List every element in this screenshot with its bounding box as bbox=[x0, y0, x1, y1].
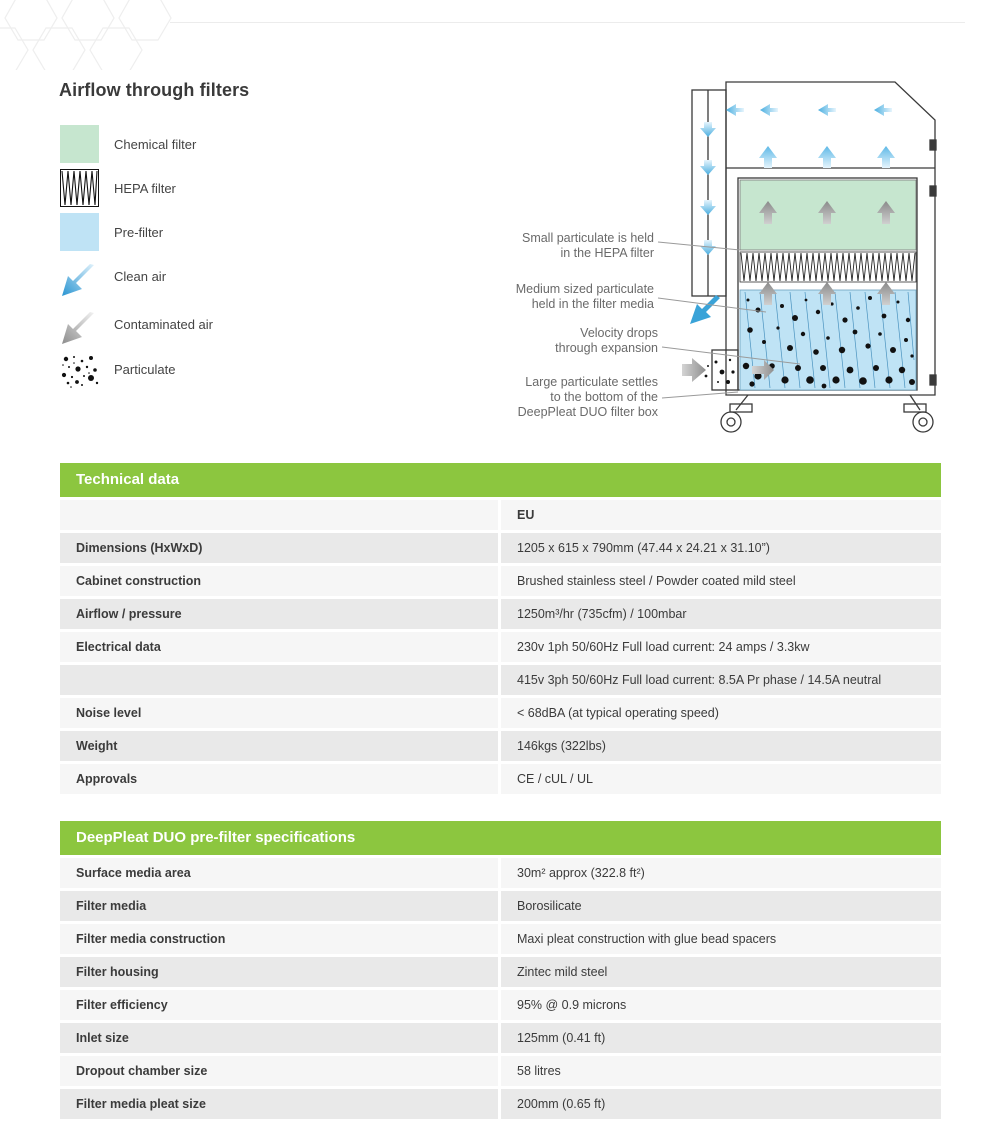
row-label bbox=[60, 665, 498, 695]
row-label: Approvals bbox=[60, 764, 498, 794]
table-row bbox=[60, 764, 941, 794]
row-label: Filter media construction bbox=[60, 924, 498, 954]
callout-settle: Large particulate settles to the bottom of the DeepPleat DUO filter box bbox=[517, 375, 658, 419]
row-label: Filter media bbox=[60, 891, 498, 921]
legend-label: Chemical filter bbox=[114, 137, 197, 152]
particulate-icon bbox=[60, 352, 99, 390]
hepa-filter-swatch bbox=[60, 169, 99, 207]
table-row bbox=[60, 500, 941, 530]
table-row bbox=[60, 858, 941, 888]
row-value: 95% @ 0.9 microns bbox=[501, 990, 941, 1020]
row-label: Surface media area bbox=[60, 858, 498, 888]
row-value: CE / cUL / UL bbox=[501, 764, 941, 794]
row-value: Maxi pleat construction with glue bead spacers bbox=[501, 924, 941, 954]
legend-item-hepa-filter bbox=[60, 169, 360, 209]
row-label: Weight bbox=[60, 731, 498, 761]
technical-data-table bbox=[60, 463, 941, 794]
table-row bbox=[60, 957, 941, 987]
row-value: 200mm (0.65 ft) bbox=[501, 1089, 941, 1119]
table-row bbox=[60, 632, 941, 662]
legend-label: Pre-filter bbox=[114, 225, 164, 240]
row-value: 1205 x 615 x 790mm (47.44 x 24.21 x 31.10”) bbox=[501, 533, 941, 563]
column-header-eu: EU bbox=[501, 500, 941, 530]
row-label: Airflow / pressure bbox=[60, 599, 498, 629]
row-value: 146kgs (322lbs) bbox=[501, 731, 941, 761]
legend-label: Contaminated air bbox=[114, 317, 213, 332]
callout-filter-media: Medium sized particulate held in the filter media bbox=[515, 282, 654, 311]
filter-cabinet-diagram bbox=[490, 78, 950, 438]
row-label: Inlet size bbox=[60, 1023, 498, 1053]
table-row bbox=[60, 599, 941, 629]
row-value: 415v 3ph 50/60Hz Full load current: 8.5A Pr phase / 14.5A neutral bbox=[501, 665, 941, 695]
legend-label: Particulate bbox=[114, 362, 176, 377]
prefilter-spec-table bbox=[60, 821, 941, 1119]
table-row bbox=[60, 665, 941, 695]
prefilter-spec-title: DeepPleat DUO pre-filter specifications bbox=[60, 821, 941, 855]
row-value: 230v 1ph 50/60Hz Full load current: 24 amps / 3.3kw bbox=[501, 632, 941, 662]
legend-item-pre-filter bbox=[60, 213, 360, 253]
row-label: Cabinet construction bbox=[60, 566, 498, 596]
row-label: Dimensions (HxWxD) bbox=[60, 533, 498, 563]
legend-item-contaminated-air bbox=[60, 310, 360, 350]
row-label: Filter efficiency bbox=[60, 990, 498, 1020]
legend-item-chemical-filter bbox=[60, 125, 360, 165]
legend-label: Clean air bbox=[114, 269, 167, 284]
row-label: Dropout chamber size bbox=[60, 1056, 498, 1086]
callout-velocity: Velocity drops through expansion bbox=[555, 326, 658, 355]
legend-title: Airflow through filters bbox=[59, 80, 250, 100]
row-value: 58 litres bbox=[501, 1056, 941, 1086]
row-label: Filter media pleat size bbox=[60, 1089, 498, 1119]
row-value: Brushed stainless steel / Powder coated mild steel bbox=[501, 566, 941, 596]
table-row bbox=[60, 891, 941, 921]
table-row bbox=[60, 533, 941, 563]
row-value: 30m² approx (322.8 ft²) bbox=[501, 858, 941, 888]
legend-label: HEPA filter bbox=[114, 181, 176, 196]
legend-item-clean-air bbox=[60, 262, 360, 302]
legend-item-particulate bbox=[60, 352, 360, 392]
row-value: 1250m³/hr (735cfm) / 100mbar bbox=[501, 599, 941, 629]
row-value: < 68dBA (at typical operating speed) bbox=[501, 698, 941, 728]
hexagon-pattern bbox=[0, 0, 200, 70]
pre-filter-swatch bbox=[60, 213, 99, 251]
table-row bbox=[60, 924, 941, 954]
chemical-filter-swatch bbox=[60, 125, 99, 163]
table-row bbox=[60, 990, 941, 1020]
row-label bbox=[60, 500, 498, 530]
contaminated-air-arrow-icon bbox=[60, 310, 99, 348]
header-divider bbox=[170, 22, 965, 23]
clean-air-arrow-icon bbox=[60, 262, 99, 300]
technical-data-title: Technical data bbox=[60, 463, 941, 497]
table-row bbox=[60, 1023, 941, 1053]
row-label: Filter housing bbox=[60, 957, 498, 987]
table-row bbox=[60, 731, 941, 761]
table-row bbox=[60, 1089, 941, 1119]
row-value: Borosilicate bbox=[501, 891, 941, 921]
row-value: Zintec mild steel bbox=[501, 957, 941, 987]
table-row bbox=[60, 566, 941, 596]
row-value: 125mm (0.41 ft) bbox=[501, 1023, 941, 1053]
row-label: Electrical data bbox=[60, 632, 498, 662]
table-row bbox=[60, 1056, 941, 1086]
callout-hepa: Small particulate is held in the HEPA filter bbox=[521, 231, 654, 260]
row-label: Noise level bbox=[60, 698, 498, 728]
table-row bbox=[60, 698, 941, 728]
